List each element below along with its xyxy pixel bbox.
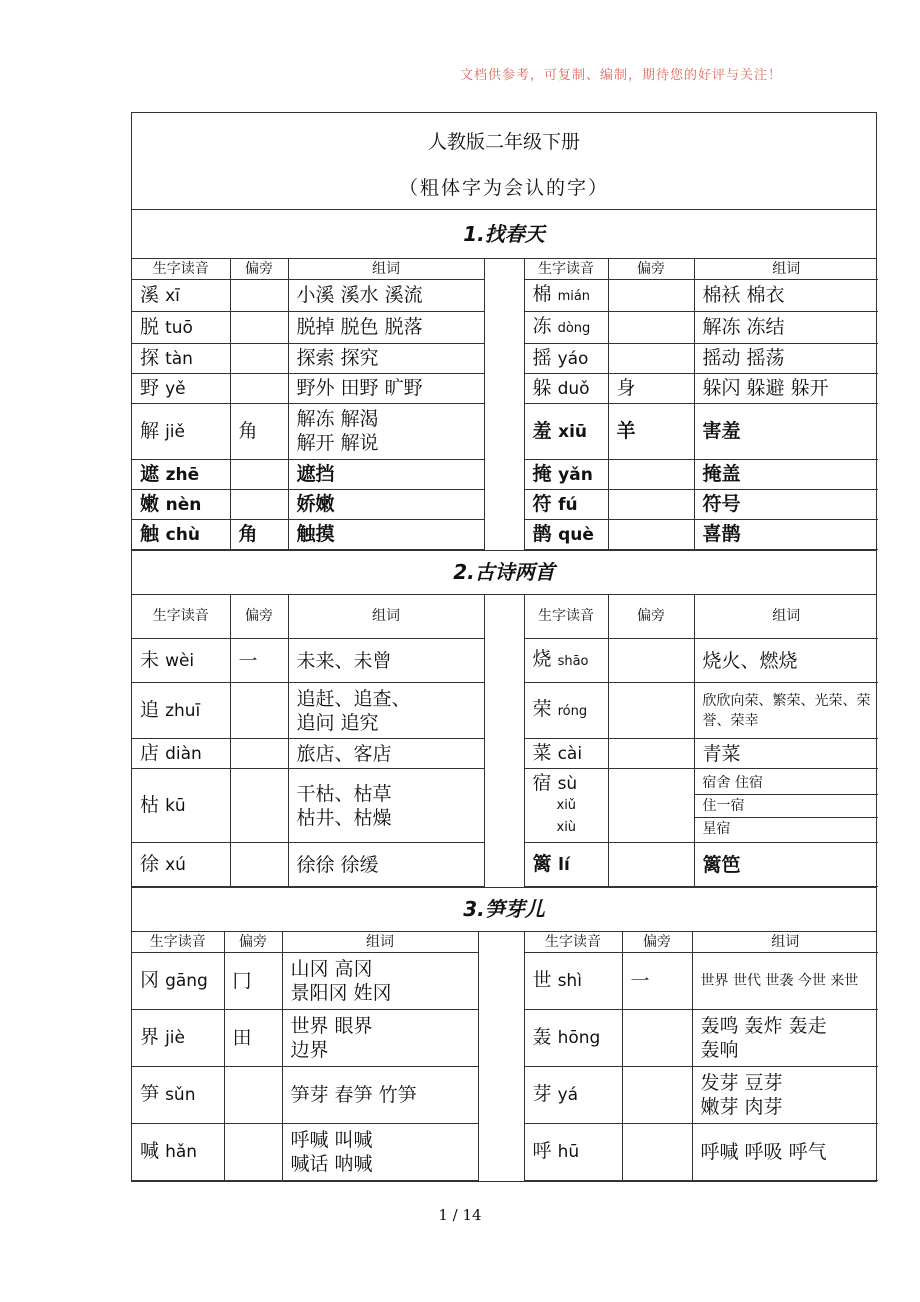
radical-cell (622, 1066, 692, 1123)
header-radical: 偏旁 (230, 595, 288, 639)
document-subtitle: （粗体字为会认的字） (398, 177, 609, 199)
lesson-title: 3.笋芽儿 (132, 888, 876, 932)
words-cell: 害羞 (694, 403, 878, 459)
document-title: 人教版二年级下册 (427, 131, 580, 153)
words-cell: 山冈 高冈 景阳冈 姓冈 (282, 952, 478, 1009)
char-cell: 徐 xú (132, 843, 230, 887)
radical-cell (224, 1066, 282, 1123)
sub-words-cell: 住一宿 (695, 794, 879, 817)
char-cell: 符 fú (524, 489, 608, 519)
lesson-1-table (132, 259, 878, 550)
radical-cell (230, 343, 288, 373)
char-cell: 篱 lí (524, 843, 608, 887)
char-cell: 掩 yǎn (524, 459, 608, 489)
radical-cell (608, 459, 694, 489)
words-cell: 遮挡 (288, 459, 484, 489)
radical-cell: 角 (230, 519, 288, 549)
header-words: 组词 (692, 932, 878, 952)
char-cell: 宿 sù xiǔ xiù (524, 769, 608, 843)
radical-cell (230, 739, 288, 769)
radical-cell (608, 311, 694, 343)
lesson-2-table (132, 595, 878, 888)
words-cell: 探索 探究 (288, 343, 484, 373)
lesson-1-section (131, 209, 877, 550)
lesson-3-section (131, 887, 877, 1182)
column-gap (478, 932, 524, 1180)
words-cell: 脱掉 脱色 脱落 (288, 311, 484, 343)
char-cell: 遮 zhē (132, 459, 230, 489)
words-cell: 篱笆 (694, 843, 878, 887)
char-cell: 解 jiě (132, 403, 230, 459)
words-cell: 青菜 (694, 739, 878, 769)
radical-cell (224, 1123, 282, 1180)
sub-words-cell: 星宿 (695, 817, 879, 840)
words-cell: 娇嫩 (288, 489, 484, 519)
words-cell: 躲闪 躲避 躲开 (694, 373, 878, 403)
radical-cell (608, 683, 694, 739)
char-cell: 枯 kū (132, 769, 230, 843)
words-cell: 发芽 豆芽 嫩芽 肉芽 (692, 1066, 878, 1123)
words-cell: 欣欣向荣、繁荣、光荣、荣誉、荣幸 (694, 683, 878, 739)
radical-cell (230, 279, 288, 311)
radical-cell (608, 519, 694, 549)
words-cell: 世界 世代 世袭 今世 来世 (692, 952, 878, 1009)
header-radical: 偏旁 (230, 259, 288, 279)
radical-cell: 羊 (608, 403, 694, 459)
radical-cell (608, 489, 694, 519)
header-row (132, 595, 878, 639)
header-char: 生字读音 (132, 932, 224, 952)
header-words: 组词 (288, 259, 484, 279)
char-cell: 笋 sǔn (132, 1066, 224, 1123)
radical-cell: 冂 (224, 952, 282, 1009)
words-cell (694, 769, 878, 843)
lesson-title: 1.找春天 (132, 210, 876, 259)
page-number: 1 / 14 (438, 1206, 482, 1224)
char-cell: 躲 duǒ (524, 373, 608, 403)
radical-cell: 一 (622, 952, 692, 1009)
header-radical: 偏旁 (608, 259, 694, 279)
char-cell: 脱 tuō (132, 311, 230, 343)
column-gap (484, 259, 524, 549)
words-cell: 世界 眼界 边界 (282, 1009, 478, 1066)
radical-cell (230, 489, 288, 519)
radical-cell: 角 (230, 403, 288, 459)
column-gap (484, 595, 524, 887)
radical-cell (230, 683, 288, 739)
radical-cell (622, 1009, 692, 1066)
radical-cell: 田 (224, 1009, 282, 1066)
lesson-2-section (131, 550, 877, 888)
words-cell: 笋芽 春笋 竹笋 (282, 1066, 478, 1123)
lesson-title: 2.古诗两首 (132, 551, 876, 595)
char-cell: 呼 hū (524, 1123, 622, 1180)
radical-cell: 身 (608, 373, 694, 403)
char-cell: 店 diàn (132, 739, 230, 769)
radical-cell (230, 373, 288, 403)
char-cell: 界 jiè (132, 1009, 224, 1066)
header-radical: 偏旁 (224, 932, 282, 952)
words-cell: 旅店、客店 (288, 739, 484, 769)
char-cell: 摇 yáo (524, 343, 608, 373)
radical-cell: 一 (230, 639, 288, 683)
radical-cell (230, 769, 288, 843)
char-cell: 菜 cài (524, 739, 608, 769)
header-words: 组词 (694, 259, 878, 279)
words-cell: 野外 田野 旷野 (288, 373, 484, 403)
header-words: 组词 (694, 595, 878, 639)
radical-cell (608, 639, 694, 683)
radical-cell (608, 843, 694, 887)
words-cell: 追赶、追查、 追问 追究 (288, 683, 484, 739)
title-block (131, 112, 877, 209)
header-words: 组词 (282, 932, 478, 952)
sub-words-cell: 宿舍 住宿 (695, 772, 879, 795)
words-cell: 符号 (694, 489, 878, 519)
header-radical: 偏旁 (622, 932, 692, 952)
header-char: 生字读音 (524, 259, 608, 279)
header-char: 生字读音 (524, 932, 622, 952)
char-cell: 野 yě (132, 373, 230, 403)
words-cell: 干枯、枯草 枯井、枯燥 (288, 769, 484, 843)
char-cell: 棉 mián (524, 279, 608, 311)
char-cell: 荣 róng (524, 683, 608, 739)
char-cell: 鹊 què (524, 519, 608, 549)
char-cell: 轰 hōng (524, 1009, 622, 1066)
words-cell: 解冻 冻结 (694, 311, 878, 343)
char-cell: 探 tàn (132, 343, 230, 373)
sub-table (695, 772, 879, 840)
char-cell: 溪 xī (132, 279, 230, 311)
radical-cell (608, 343, 694, 373)
header-row (132, 932, 878, 952)
words-cell: 解冻 解渴 解开 解说 (288, 403, 484, 459)
header-row (132, 259, 878, 279)
header-char: 生字读音 (524, 595, 608, 639)
words-cell: 徐徐 徐缓 (288, 843, 484, 887)
words-cell: 摇动 摇荡 (694, 343, 878, 373)
header-char: 生字读音 (132, 259, 230, 279)
radical-cell (230, 459, 288, 489)
vocabulary-table (131, 112, 877, 1182)
words-cell: 轰鸣 轰炸 轰走 轰响 (692, 1009, 878, 1066)
radical-cell (608, 769, 694, 843)
char-cell: 芽 yá (524, 1066, 622, 1123)
char-cell: 冻 dòng (524, 311, 608, 343)
char-cell: 烧 shāo (524, 639, 608, 683)
words-cell: 棉袄 棉衣 (694, 279, 878, 311)
header-char: 生字读音 (132, 595, 230, 639)
char-cell: 嫩 nèn (132, 489, 230, 519)
words-cell: 喜鹊 (694, 519, 878, 549)
char-cell: 追 zhuī (132, 683, 230, 739)
lesson-3-table (132, 932, 878, 1181)
words-cell: 呼喊 呼吸 呼气 (692, 1123, 878, 1180)
document-notice: 文档供参考，可复制、编制，期待您的好评与关注！ (460, 68, 783, 83)
radical-cell (622, 1123, 692, 1180)
words-cell: 烧火、燃烧 (694, 639, 878, 683)
char-cell: 羞 xiū (524, 403, 608, 459)
header-words: 组词 (288, 595, 484, 639)
words-cell: 呼喊 叫喊 喊话 呐喊 (282, 1123, 478, 1180)
radical-cell (608, 739, 694, 769)
char-cell: 喊 hǎn (132, 1123, 224, 1180)
radical-cell (230, 843, 288, 887)
char-cell: 未 wèi (132, 639, 230, 683)
radical-cell (608, 279, 694, 311)
header-radical: 偏旁 (608, 595, 694, 639)
char-cell: 冈 gāng (132, 952, 224, 1009)
words-cell: 小溪 溪水 溪流 (288, 279, 484, 311)
words-cell: 触摸 (288, 519, 484, 549)
words-cell: 掩盖 (694, 459, 878, 489)
char-cell: 触 chù (132, 519, 230, 549)
char-cell: 世 shì (524, 952, 622, 1009)
words-cell: 未来、未曾 (288, 639, 484, 683)
radical-cell (230, 311, 288, 343)
